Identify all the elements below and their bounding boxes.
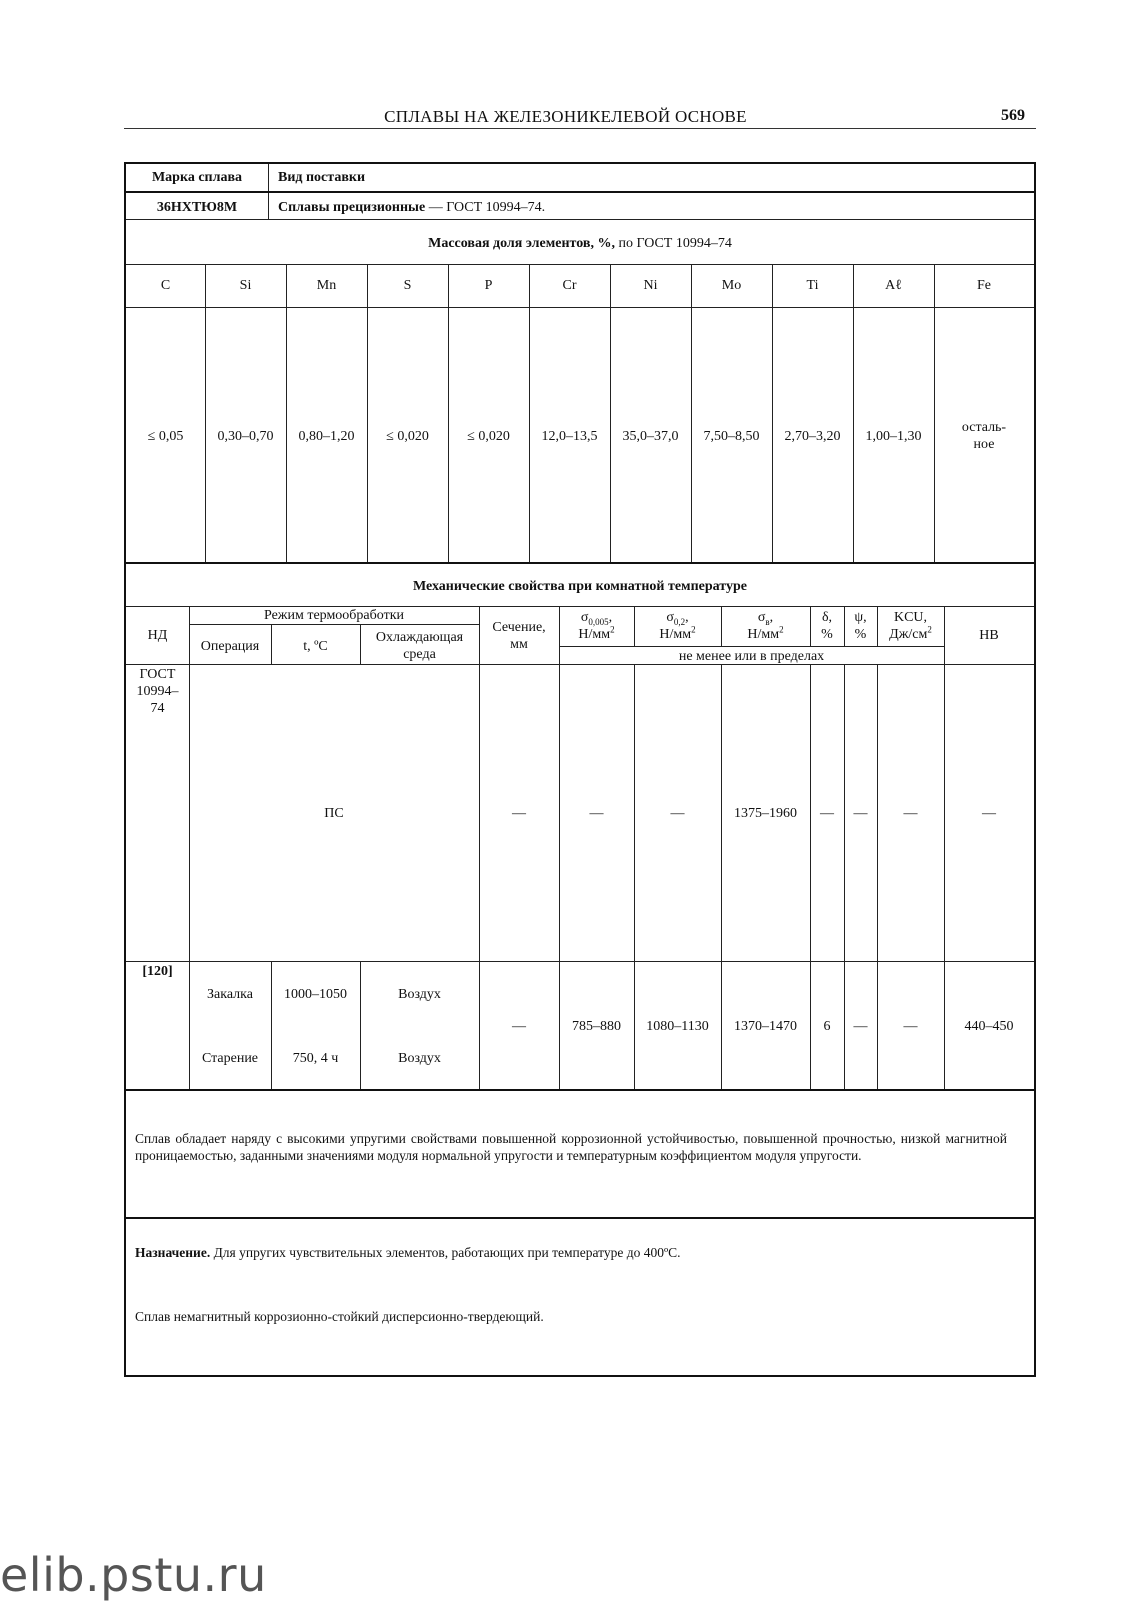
value-s: ≤ 0,020 — [386, 429, 429, 444]
value-mn: 0,80–1,20 — [298, 429, 355, 444]
header-minimum: не менее или в пределах — [678, 649, 825, 664]
mech-col-line — [944, 606, 945, 1089]
comp-col-line — [367, 264, 368, 562]
row2-nd: [120] — [142, 964, 173, 979]
label-supply: Вид поставки — [278, 170, 366, 185]
mech-col-line — [559, 606, 560, 1089]
header-operation: Операция — [200, 639, 260, 654]
row1-bottom-line — [126, 961, 1034, 962]
header-sigma-0005 — [559, 609, 634, 626]
row1-nd-3: 74 — [150, 701, 165, 716]
sigma-0005-sub: 0,005 — [588, 616, 609, 627]
composition-bottom-line — [126, 562, 1034, 564]
element-si: Si — [239, 278, 252, 293]
mech-col-line — [189, 606, 190, 1089]
header-psi-pct: % — [854, 627, 867, 642]
mech-col-line — [271, 961, 272, 1089]
header-temp: t, ºС — [303, 639, 328, 654]
header-rule — [124, 128, 1036, 129]
running-head-title: СПЛАВЫ НА ЖЕЛЕЗОНИКЕЛЕВОЙ ОСНОВЕ — [384, 107, 747, 126]
header-unit-02 — [634, 626, 721, 643]
unit-text: Н/мм — [747, 627, 780, 642]
purpose-text: Для упругих чувствительных элементов, работающих при температуре до 400ºС. — [210, 1245, 681, 1260]
composition-title — [126, 235, 1034, 252]
sigma-02-sub: 0,2 — [673, 616, 686, 627]
row2-sigma-b: 1370–1470 — [734, 1019, 797, 1034]
row2-hb: 440–450 — [964, 1019, 1014, 1034]
element-fe: Fe — [977, 278, 991, 293]
mech-bottom-line — [126, 1089, 1034, 1091]
sigma-comma: , — [685, 610, 689, 625]
label-grade: Марка сплава — [151, 170, 243, 185]
header-kcu-unit — [877, 626, 944, 643]
sigma-comma: , — [608, 610, 613, 625]
header-delta: δ, — [821, 610, 833, 625]
header-nd: НД — [147, 628, 168, 643]
comp-col-line — [286, 264, 287, 562]
value-si: 0,30–0,70 — [217, 429, 274, 444]
row2-temp-2: 750, 4 ч — [292, 1051, 339, 1066]
sigma-symbol: σ — [666, 610, 674, 625]
row2-delta: 6 — [823, 1019, 831, 1034]
value-fe-line1: осталь- — [961, 420, 1007, 435]
regime-sub-line — [189, 624, 479, 625]
row1-kcu: — — [903, 806, 918, 821]
row1-regime: ПС — [324, 806, 344, 821]
header-sigma-02 — [634, 609, 721, 626]
element-c: C — [160, 278, 171, 293]
header-cooling-1: Охлаждающая — [375, 630, 464, 645]
header-unit-0005 — [559, 626, 634, 643]
comp-col-line — [772, 264, 773, 562]
mech-col-line — [360, 961, 361, 1089]
kcu-unit-sup: 2 — [927, 624, 932, 635]
value-ti: 2,70–3,20 — [784, 429, 841, 444]
grade-value: 36НХТЮ8М — [156, 200, 238, 215]
value-ni: 35,0–37,0 — [622, 429, 679, 444]
composition-title-rest: по ГОСТ 10994–74 — [614, 236, 732, 251]
unit-text: Н/мм — [659, 627, 692, 642]
watermark: elib.pstu.ru — [0, 1548, 267, 1602]
value-fe-line2: ное — [973, 437, 995, 452]
value-c: ≤ 0,05 — [147, 429, 184, 444]
row2-kcu: — — [903, 1019, 918, 1034]
header-section-1: Сечение, — [492, 620, 546, 635]
note-purpose — [135, 1244, 1015, 1261]
supply-bold: Сплавы прецизионные — [278, 200, 426, 215]
value-cr: 12,0–13,5 — [541, 429, 598, 444]
row1-nd-1: ГОСТ — [139, 667, 176, 682]
header-psi: ψ, — [854, 610, 867, 625]
notes-divider — [126, 1217, 1034, 1219]
header-delta-pct: % — [821, 627, 833, 642]
purpose-label: Назначение. — [135, 1245, 211, 1260]
header-unit-b — [721, 626, 810, 643]
sigma-comma: , — [769, 610, 774, 625]
element-cr: Cr — [562, 278, 577, 293]
row2-sigma-0005: 785–880 — [572, 1019, 621, 1034]
element-mo: Mo — [721, 278, 742, 293]
comp-col-line — [934, 264, 935, 562]
unit-sup: 2 — [779, 624, 784, 635]
sigma-symbol: σ — [580, 610, 589, 625]
alloy-table — [124, 162, 1036, 1377]
grade-bottom-line — [126, 219, 1034, 220]
header-regime: Режим термообработки — [263, 608, 404, 623]
note-type: Сплав немагнитный коррозионно-стойкий дисперсионно-твердеющий. — [135, 1309, 544, 1324]
element-ti: Ti — [806, 278, 819, 293]
header-sigma-b — [721, 609, 810, 626]
mechanical-title: Механические свойства при комнатной температуре — [413, 579, 747, 594]
row2-sigma-02: 1080–1130 — [646, 1019, 709, 1034]
row1-section: — — [512, 806, 526, 821]
sigma-symbol: σ — [757, 610, 766, 625]
comp-col-line — [205, 264, 206, 562]
sigma-b-sub: в — [765, 616, 770, 627]
row1-delta: — — [820, 806, 834, 821]
supply-rest: — ГОСТ 10994–74. — [425, 200, 546, 215]
composition-header-line — [126, 264, 1034, 265]
unit-sup: 2 — [691, 624, 696, 635]
grade-row-line — [126, 191, 1034, 193]
element-s: S — [403, 278, 412, 293]
note-properties: Сплав обладает наряду с высокими упругими свойствами повышенной коррозионной устойчивостью, повышенной прочностью, низкой магнитной проницаемостью, заданными значениями модуля нормальной упругости и температурным коэффициентом модуля упругости. — [135, 1131, 1007, 1163]
mech-col-line — [479, 606, 480, 1089]
comp-col-line — [448, 264, 449, 562]
row1-nd-2: 10994– — [136, 684, 179, 699]
value-mo: 7,50–8,50 — [703, 429, 760, 444]
element-p: P — [484, 278, 493, 293]
row2-temp-1: 1000–1050 — [284, 987, 347, 1002]
element-mn: Mn — [316, 278, 337, 293]
row2-psi: — — [853, 1019, 868, 1034]
composition-element-line — [126, 307, 1034, 308]
header-hb: НВ — [979, 628, 999, 643]
comp-col-line — [610, 264, 611, 562]
row1-sigma-0005: — — [589, 806, 604, 821]
element-al: Aℓ — [885, 278, 902, 293]
comp-col-line — [529, 264, 530, 562]
comp-col-line — [853, 264, 854, 562]
row2-op-1: Закалка — [207, 987, 253, 1002]
header-section-2: мм — [510, 637, 528, 652]
row2-op-2: Старение — [201, 1051, 259, 1066]
row2-cooling-2: Воздух — [398, 1051, 441, 1066]
row1-sigma-02: — — [670, 806, 685, 821]
kcu-unit-text: Дж/см — [889, 627, 928, 642]
row1-hb: — — [982, 806, 996, 821]
comp-col-line — [691, 264, 692, 562]
composition-title-bold: Массовая доля элементов, %, — [428, 236, 615, 251]
unit-sup: 2 — [610, 624, 615, 635]
value-p: ≤ 0,020 — [467, 429, 510, 444]
row2-section: — — [512, 1019, 526, 1034]
header-cooling-2: среда — [403, 647, 436, 662]
header-kcu: KCU, — [893, 610, 928, 625]
row1-sigma-b: 1375–1960 — [734, 806, 797, 821]
unit-text: Н/мм — [578, 627, 611, 642]
row2-cooling-1: Воздух — [398, 987, 441, 1002]
row1-psi: — — [853, 806, 868, 821]
value-al: 1,00–1,30 — [865, 429, 922, 444]
element-ni: Ni — [643, 278, 658, 293]
supply-value — [278, 199, 545, 216]
page-number: 569 — [1001, 107, 1025, 124]
minimum-line — [559, 646, 944, 647]
